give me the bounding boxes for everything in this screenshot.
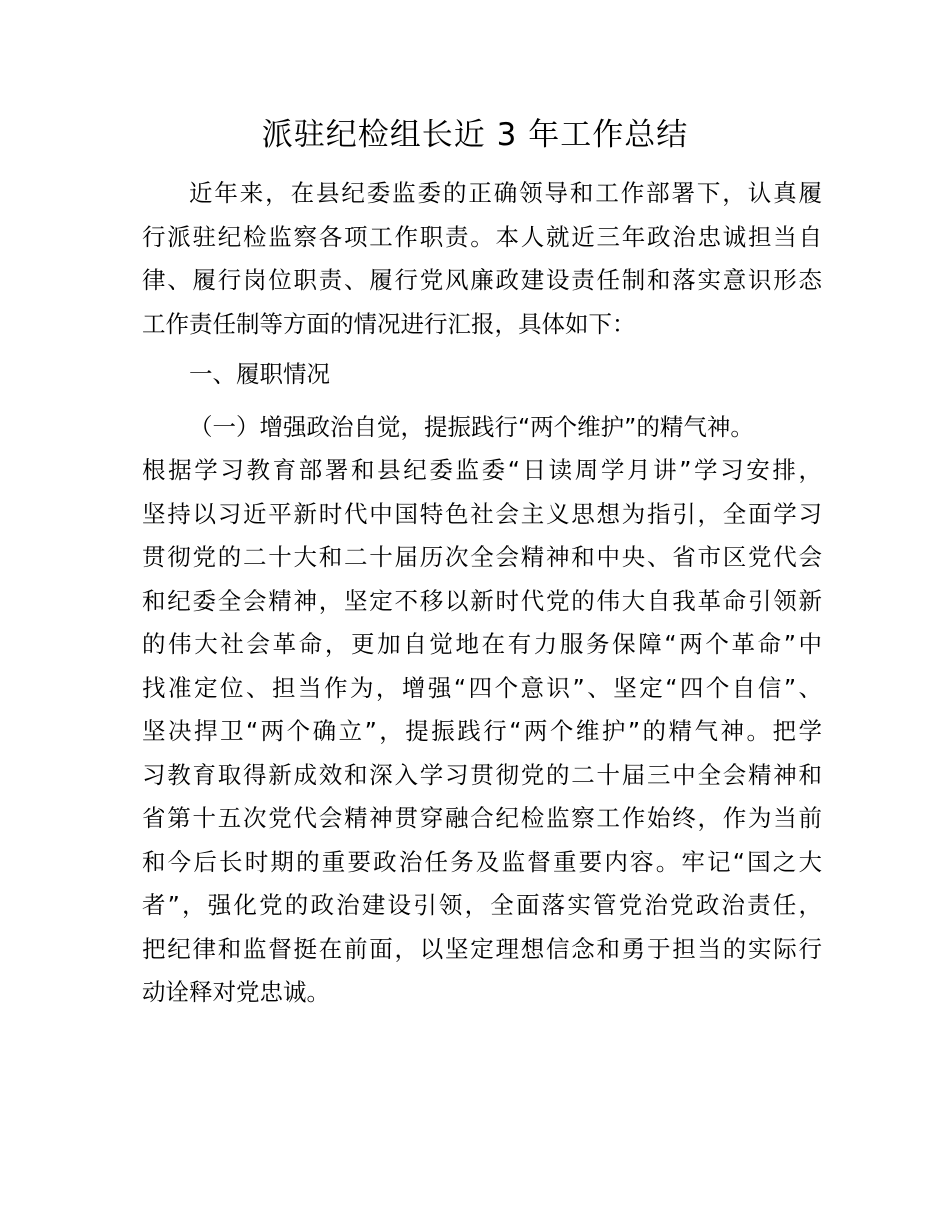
paragraph-line: 坚决捍卫“两个确立”，提振践行“两个维护”的精气神。把学 xyxy=(142,717,822,745)
paragraph-line: 和纪委全会精神，坚定不移以新时代党的伟大自我革命引领新 xyxy=(142,587,822,615)
section-heading: 一、履职情况 xyxy=(189,360,330,388)
document-title: 派驻纪检组长近 3 年工作总结 xyxy=(261,117,689,153)
paragraph-line: 动诠释对党忠诚。 xyxy=(142,978,330,1006)
paragraph-line: 坚持以习近平新时代中国特色社会主义思想为指引，全面学习 xyxy=(142,500,822,528)
paragraph-line: 和今后长时期的重要政治任务及监督重要内容。牢记“国之大 xyxy=(142,848,822,876)
paragraph-line: 贯彻党的二十大和二十届历次全会精神和中央、省市区党代会 xyxy=(142,543,822,571)
paragraph-line: 近年来，在县纪委监委的正确领导和工作部署下，认真履 xyxy=(189,179,822,207)
paragraph-line: 律、履行岗位职责、履行党风廉政建设责任制和落实意识形态 xyxy=(142,266,822,294)
paragraph-line: 把纪律和监督挺在前面，以坚定理想信念和勇于担当的实际行 xyxy=(142,935,822,963)
paragraph-line: （一）增强政治自觉，提振践行“两个维护”的精气神。 xyxy=(189,413,754,441)
paragraph-line: 找准定位、担当作为，增强“四个意识”、坚定“四个自信”、 xyxy=(142,674,822,702)
paragraph-line: 行派驻纪检监察各项工作职责。本人就近三年政治忠诚担当自 xyxy=(142,223,822,251)
paragraph-line: 习教育取得新成效和深入学习贯彻党的二十届三中全会精神和 xyxy=(142,761,822,789)
paragraph-line: 根据学习教育部署和县纪委监委“日读周学月讲”学习安排， xyxy=(142,456,822,484)
paragraph-line: 省第十五次党代会精神贯穿融合纪检监察工作始终，作为当前 xyxy=(142,804,822,832)
paragraph-line: 者”，强化党的政治建设引领，全面落实管党治党政治责任， xyxy=(142,891,822,919)
paragraph-line: 的伟大社会革命，更加自觉地在有力服务保障“两个革命”中 xyxy=(142,630,822,658)
paragraph-line: 工作责任制等方面的情况进行汇报，具体如下： xyxy=(142,310,636,338)
